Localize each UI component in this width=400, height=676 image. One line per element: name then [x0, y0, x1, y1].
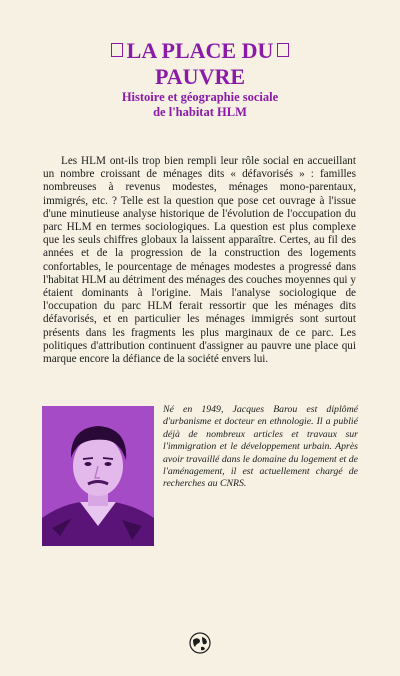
author-bio: Né en 1949, Jacques Barou est diplômé d'urbanisme et docteur en ethnologie. Il a publié déjà de nombreux articles et travaux sur l'immigration et le développement urbain. Après avoir travaillé dans le domaine du logement et de l'aménagement, il est actuellement chargé de recherches au CNRS. [163, 404, 358, 490]
author-photo [42, 406, 154, 546]
square-glyph-left [111, 43, 123, 57]
summary-paragraph: Les HLM ont-ils trop bien rempli leur rôle social en accueillant un nombre croissant de ménages dits « défavorisés » : familles nombreuses à revenus modestes, ménages mono-parentaux, immigrés, etc. ? Telle est la question que pose cet ouvrage à l'issue d'une minutieuse analyse historique de l'évolution de l'occupation du parc HLM en termes sociologiques. La question est plus complexe que les seuls chiffres globaux la laissent apparaître. Certes, au fil des années et de la progression de la construction des logements confortables, le pourcentage de ménages modestes a progressé dans l'habitat HLM au détriment des ménages des couches moyennes qui y étaient dominants à l'origine. Mais l'analyse sociologique de l'occupation du parc HLM ferait ressortir que les ménages dits défavorisés, et en particulier les ménages immigrés sont surtout présents dans les fragments les plus marginaux de ce parc. Les politiques d'attribution continuent d'assigner au pauvre une place qui marque encore la défiance de la société envers lui. [43, 155, 356, 366]
square-glyph-right [277, 43, 289, 57]
title-line-2: PAUVRE [154, 64, 246, 89]
subtitle-line-1: Histoire et géographie sociale [121, 90, 279, 104]
author-portrait-image [42, 406, 154, 546]
book-subtitle [0, 90, 400, 120]
book-title [0, 38, 400, 90]
title-line-1: LA PLACE DU [126, 38, 274, 63]
subtitle-line-2: de l'habitat HLM [153, 105, 247, 119]
globe-icon [189, 632, 211, 654]
